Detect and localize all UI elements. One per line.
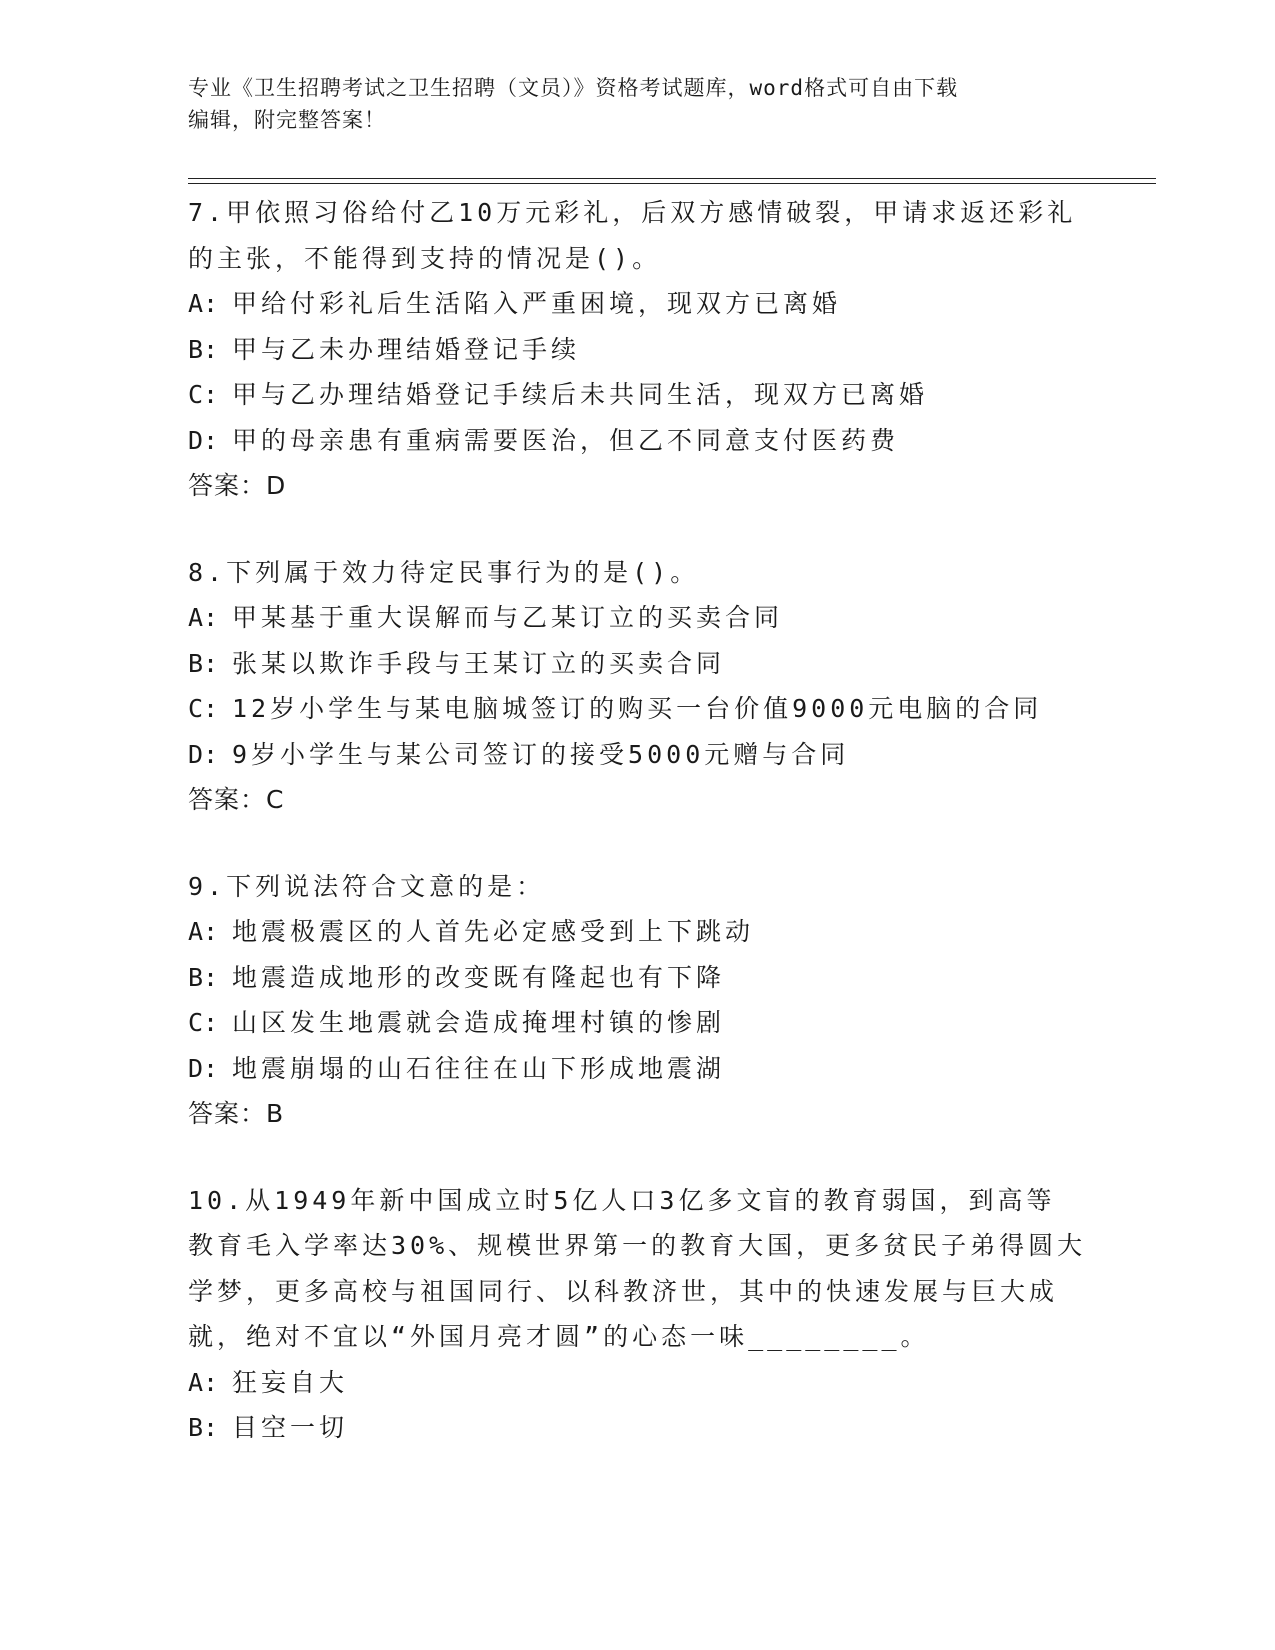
option-label: B: xyxy=(188,962,219,992)
option-c xyxy=(188,1000,1088,1046)
option-b xyxy=(188,1405,1088,1451)
option-label: D: xyxy=(188,425,219,455)
option-label: A: xyxy=(188,917,219,946)
option-text: 地震崩塌的山石往往在山下形成地震湖 xyxy=(232,1053,726,1083)
question-stem: 教育毛入学率达30%、规模世界第一的教育大国，更多贫民子弟得圆大 xyxy=(188,1231,1087,1260)
header-divider xyxy=(188,178,1156,179)
option-b xyxy=(188,327,1088,373)
option-c xyxy=(188,372,1088,418)
option-text: 甲与乙未办理结婚登记手续 xyxy=(232,334,581,364)
document-header xyxy=(188,72,1088,136)
question-9 xyxy=(188,864,1088,1137)
option-text: 甲的母亲患有重病需要医治，但乙不同意支付医药费 xyxy=(232,425,900,455)
answer-line: 答案：C xyxy=(188,785,285,814)
option-text: 甲某基于重大误解而与乙某订立的买卖合同 xyxy=(232,603,784,632)
option-text: 狂妄自大 xyxy=(232,1367,349,1397)
option-text: 12岁小学生与某电脑城签订的购买一台价值9000元电脑的合同 xyxy=(232,694,1043,723)
option-text: 9岁小学生与某公司签订的接受5000元赠与合同 xyxy=(232,739,850,769)
question-7 xyxy=(188,190,1088,509)
question-stem: 10.从1949年新中国成立时5亿人口3亿多文盲的教育弱国，到高等 xyxy=(188,1185,1056,1215)
question-8 xyxy=(188,550,1088,823)
answer-line: 答案：D xyxy=(188,471,287,500)
option-a xyxy=(188,595,1088,641)
question-list xyxy=(188,190,1088,1492)
option-a xyxy=(188,281,1088,327)
option-label: C: xyxy=(188,1008,219,1037)
option-d xyxy=(188,732,1088,778)
question-10 xyxy=(188,1178,1088,1451)
question-stem: 学梦，更多高校与祖国同行、以科教济世，其中的快速发展与巨大成 xyxy=(188,1276,1059,1306)
option-label: D: xyxy=(188,739,219,769)
header-divider xyxy=(188,183,1156,184)
question-stem: 就，绝对不宜以“外国月亮才圆”的心态一味________。 xyxy=(188,1322,930,1351)
option-b xyxy=(188,641,1088,687)
header-line: 编辑，附完整答案！ xyxy=(188,108,386,132)
question-stem: 8.下列属于效力待定民事行为的是()。 xyxy=(188,557,700,587)
question-stem: 7.甲依照习俗给付乙10万元彩礼，后双方感情破裂，甲请求返还彩礼 xyxy=(188,198,1077,227)
option-text: 地震极震区的人首先必定感受到上下跳动 xyxy=(232,917,755,946)
option-label: C: xyxy=(188,380,219,409)
option-text: 张某以欺诈手段与王某订立的买卖合同 xyxy=(232,648,726,678)
option-a xyxy=(188,909,1088,955)
option-label: A: xyxy=(188,603,219,632)
option-label: D: xyxy=(188,1053,219,1083)
option-text: 目空一切 xyxy=(232,1413,349,1442)
header-line: 专业《卫生招聘考试之卫生招聘（文员）》资格考试题库，word格式可自由下载 xyxy=(188,76,959,100)
option-a xyxy=(188,1360,1088,1406)
option-label: B: xyxy=(188,648,219,678)
option-label: B: xyxy=(188,334,219,364)
option-label: A: xyxy=(188,1367,219,1397)
option-d xyxy=(188,418,1088,464)
option-text: 地震造成地形的改变既有隆起也有下降 xyxy=(232,962,726,992)
option-b xyxy=(188,955,1088,1001)
option-label: A: xyxy=(188,289,219,318)
option-c xyxy=(188,686,1088,732)
answer-line: 答案：B xyxy=(188,1099,285,1128)
question-stem: 9.下列说法符合文意的是： xyxy=(188,871,546,901)
option-text: 甲与乙办理结婚登记手续后未共同生活，现双方已离婚 xyxy=(232,380,929,409)
question-stem: 的主张，不能得到支持的情况是()。 xyxy=(188,243,662,273)
option-text: 甲给付彩礼后生活陷入严重困境，现双方已离婚 xyxy=(232,289,842,318)
option-label: C: xyxy=(188,694,219,723)
option-d xyxy=(188,1046,1088,1092)
option-text: 山区发生地震就会造成掩埋村镇的惨剧 xyxy=(232,1008,726,1037)
option-label: B: xyxy=(188,1413,219,1442)
